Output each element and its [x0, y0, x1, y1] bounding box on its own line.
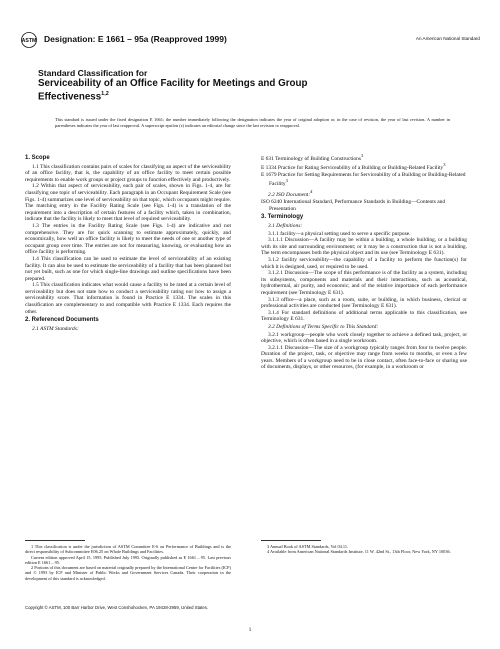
footnote-1-edition: Current edition approved April 15, 1995. Published July 1995. Originally published as E 1661 – 95. Last previous edition E 1661 – 95. [25, 554, 231, 565]
paragraph-3-1: 3.1 Definitions: [268, 223, 303, 229]
right-column [261, 153, 467, 371]
referenced-documents-heading: 2. Referenced Documents [25, 317, 99, 324]
title-line-1: Standard Classification for [38, 68, 148, 78]
footnotes-right [261, 540, 467, 555]
paragraph-3-2-1-1: 3.2.1.1 Discussion—The size of a workgroup typically ranges from four to twelve people. Duration of the project, task, or objective may range from weeks to months, or even a few years. Members of a workgroup need to be in close contact, often face-to-face or sharing use of documents, displays, or other resources, (for example, in a workroom or [261, 344, 467, 371]
reference-e1334: E 1334 Practice for Rating Serviceability of a Building or Building-Related Facility$^3$ [261, 162, 446, 172]
paragraph-3-1-3: 3.1.3 office—a place, such as a room, suite, or building, in which business, clerical or professional activities are conducted (see Terminology E 631). [261, 296, 467, 310]
paragraph-3-1-4: 3.1.4 For standard definitions of additional terms applicable to this classification, see Terminology E 631. [261, 309, 467, 323]
paragraph-3-1-1: 3.1.1 facility—a physical setting used to serve a specific purpose. [268, 230, 411, 237]
reference-e631: E 631 Terminology of Building Constructions$^3$ [261, 153, 364, 162]
header-bar [20, 32, 480, 48]
paragraph-3-2-1: 3.2.1 workgroup—people who work closely together to achieve a defined task, project, or objective, which is often based in a single workroom. [261, 331, 467, 345]
title-line-2: Serviceability of an Office Facility for Meetings and Group [38, 78, 308, 89]
designation: Designation: E 1661 – 95a (Reapproved 1999) [44, 34, 227, 44]
title-line-3: Effectiveness$^{1,2}$ [38, 91, 109, 103]
standard-tag: An American National Standard [415, 36, 480, 41]
logo-text: ASTM [21, 38, 37, 45]
paragraph-1-1: 1.1 This classification contains pairs of scales for classifying an aspect of the serviceability of an office facility, that is, the capability of an office facility to meet certain possible requirements to enable work groups or project groups to function effectively and productively. [25, 163, 231, 183]
paragraph-3-1-2-1: 3.1.2.1 Discussion—The scope of this performance is of the facility as a system, including its subsystems, components and materials and their interactions, such as acoustical, hydrothermal, air purity, and economic; and of the relative importance of each performance requirement (see Terminology E 631). [261, 270, 467, 296]
paragraph-2-1: 2.1 ASTM Standards: [32, 325, 79, 332]
footnote-3: 3 Annual Book of ASTM Standards, Vol 04.11. [267, 544, 349, 549]
paragraph-3-1-1-1: 3.1.1.1 Discussion—A facility may be within a building, a whole building, or a building with its site and surrounding environment; or it may be a construction that is not a building. The term encompasses both the physical object and its use (see Terminology E 631). [261, 237, 467, 257]
copyright-line: Copyright © ASTM, 100 Barr Harbor Drive, West Conshohocken, PA 19428-2959, United States. [25, 605, 209, 610]
paragraph-3-1-2: 3.1.2 facility serviceability—the capability of a facility to perform the function(s) for which it is designed, used, or required to be used. [261, 256, 467, 270]
footnotes-left [25, 540, 231, 581]
terminology-heading: 3. Terminology [261, 214, 304, 221]
paragraph-2-2: 2.2 ISO Document:$^4$ [268, 188, 313, 198]
scope-heading: 1. Scope [25, 155, 50, 161]
title-block [38, 68, 478, 102]
paragraph-1-5: 1.5 This classification indicates what would cause a facility to be rated at a certain level of serviceability but does not state how to conduct a serviceability rating nor how to assign a serviceability score. That information is found in Practice E 1334. The scales in this classification are complementary to and compatible with Practice E 1334. Each requires the other. [25, 282, 231, 315]
reference-iso6240: ISO 6240 International Standard, Performance Standards in Building—Contents and Presentation [261, 199, 446, 212]
title-footnote-marks: 1,2 [101, 91, 109, 97]
reference-e1679: E 1679 Practice for Setting Requirements for Serviceability of a Building or Building-Related Facility$^3$ [261, 171, 466, 188]
footnote-rule [25, 540, 85, 541]
paragraph-3-2: 3.2 Definitions of Terms Specific to This Standard: [268, 323, 379, 330]
page-number: 1 [248, 627, 252, 633]
left-column [25, 153, 231, 333]
footnote-rule [261, 540, 321, 541]
footnote-4: 4 Available from American National Standards Institute, 11 W. 42nd St., 13th Floor, New York, NY 10036. [267, 549, 451, 555]
paragraph-1-4: 1.4 This classification can be used to estimate the level of serviceability of an existing facility. It can also be used to estimate the serviceability of a facility that has been planned but not yet built, such as one for which single-line drawings and outline specifications have been prepared. [25, 255, 231, 282]
paragraph-1-3: 1.3 The entries in the Facility Rating Scale (see Figs. 1-4) are indicative and not comprehensive. They are for quick scanning to estimate approximately, quickly, and economically, how well an office facility is likely to meet the needs of one or another type of occupant group over time. The entries are not for measuring, knowing, or evaluating how an office facility is performing. [25, 222, 231, 256]
issue-note: This standard is issued under the fixed designation E 1661; the number immediately following the designation indicates the year of original adoption or, in the case of revision, the year of last revision. A number in parentheses indicates the year of last reapproval. A superscript epsilon (ε) indicates an editorial change since the last revision or reapproval. [55, 117, 450, 128]
paragraph-1-2: 1.2 Within that aspect of serviceability, each pair of scales, shown in Figs. 1-4, are for classifying one topic of serviceability. Each paragraph in an Occupant Requirement Scale (see Figs. 1-4) summarizes one level of serviceability on that topic, which occupants might require. The matching entry in the Facility Rating Scale (see Figs. 1-4) is a translation of the requirement into a description of certain features of a facility which, taken in combination, indicate that the facility is likely to meet that level of required serviceability. [25, 183, 231, 223]
astm-logo-icon [20, 32, 38, 48]
footnote-2: 2 Portions of this document are based on material originally prepared by the International Centre for Facilities (ICF) and © 1993 by ICF and Minister of Public Works and Government Services Canada. Their cooperation in the development of this standard is acknowledged. [25, 565, 231, 581]
footnote-1: 1 This classification is under the jurisdiction of ASTM Committee E-6 on Performance of Buildings and is the direct responsibility of Subcommittee E06.25 on Whole Buildings and Facilities. [25, 544, 231, 555]
